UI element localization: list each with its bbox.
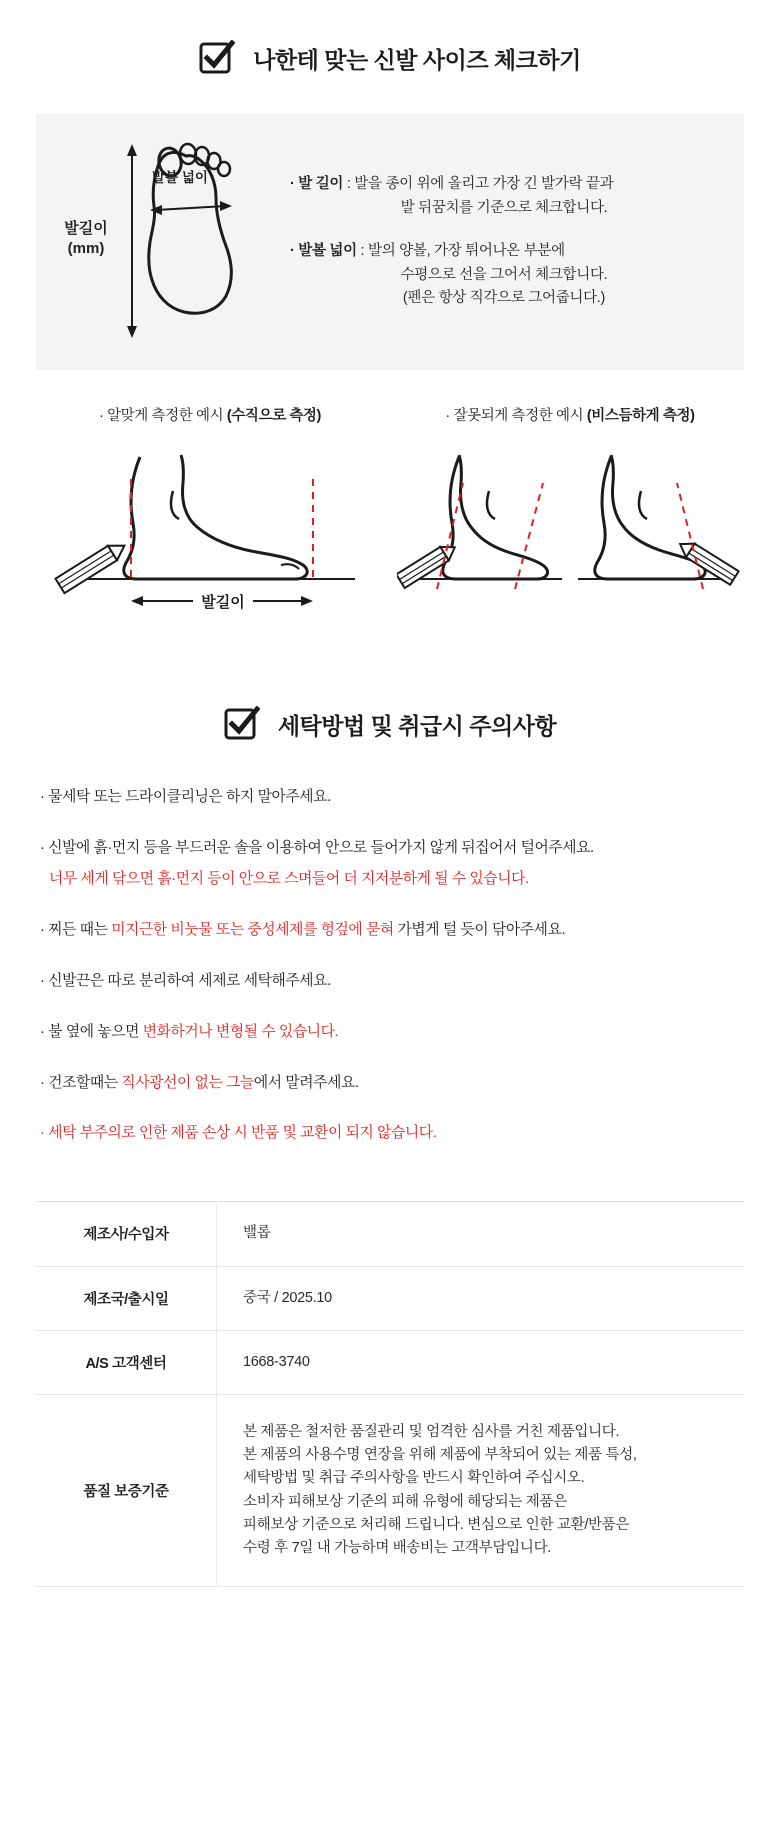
table-row-warranty <box>36 1394 744 1586</box>
size-section-heading <box>0 40 780 76</box>
table-row-value: 중국 / 2025.10 <box>243 1289 332 1306</box>
measure-bullet-length-line2: 발 뒤꿈치를 기준으로 체크합니다. <box>400 199 608 216</box>
warranty-line: 본 제품의 사용수명 연장을 위해 제품에 부착되어 있는 제품 특성, <box>243 1447 637 1464</box>
table-row-value: 1668-3740 <box>243 1353 310 1370</box>
table-row <box>36 1266 744 1330</box>
care-item-subnote: 너무 세게 닦으면 흙·먼지 등이 안으로 스며들어 더 지저분하게 될 수 있습니다. <box>49 870 529 887</box>
measure-bullet-width <box>290 240 718 310</box>
care-item-text: · 신발에 흙·먼지 등을 부드러운 솔을 이용하여 안으로 들어가지 않게 뒤집어서 털어주세요. <box>40 839 594 856</box>
example-wrong-illustration <box>390 439 750 614</box>
warranty-line: 수령 후 7일 내 가능하며 배송비는 고객부담입니다. <box>243 1539 552 1556</box>
table-row-label: A/S 고객센터 <box>36 1330 217 1394</box>
care-item-pre: · 찌든 때는 <box>40 921 112 938</box>
warranty-line: 세탁방법 및 취급 주의사항을 반드시 확인하여 주십시오. <box>243 1470 585 1487</box>
care-item-highlight: 변화하거나 변형될 수 있습니다. <box>142 1023 339 1040</box>
example-correct-caption-bold: (수직으로 측정) <box>226 408 321 424</box>
warranty-value <box>217 1394 745 1586</box>
example-wrong-caption <box>390 404 750 425</box>
care-item-highlight: 직사광선이 없는 그늘 <box>121 1074 254 1091</box>
measure-guide-panel <box>36 114 744 370</box>
example-wrong-caption-plain: · 잘못되게 측정한 예시 <box>445 408 587 424</box>
check-box-icon <box>199 40 235 76</box>
care-item-pre: · 불 옆에 놓으면 <box>40 1023 143 1040</box>
example-correct-caption <box>30 404 390 425</box>
table-row-value: 밸롭 <box>243 1225 271 1242</box>
example-correct-illustration <box>30 439 390 614</box>
example-wrong <box>390 404 750 614</box>
example-correct-caption-plain: · 알맞게 측정한 예시 <box>99 408 227 424</box>
care-item-highlight: 미지근한 비눗물 또는 중성세제를 헝겊에 묻혀 <box>111 921 394 938</box>
care-item-warning-text: · 세탁 부주의로 인한 제품 손상 시 반품 및 교환이 되지 않습니다. <box>40 1125 437 1142</box>
care-item-warning <box>40 1122 740 1145</box>
foot-diagram <box>36 114 286 370</box>
table-row-label: 제조사/수입자 <box>36 1202 217 1266</box>
example-wrong-caption-bold: (비스듬하게 측정) <box>586 408 695 424</box>
care-item-post: 에서 말려주세요. <box>253 1074 359 1091</box>
care-instruction-list <box>40 786 740 1145</box>
table-row <box>36 1330 744 1394</box>
care-item-pre: · 건조할때는 <box>40 1074 122 1091</box>
product-detail-page <box>0 40 780 1587</box>
care-item <box>40 1021 740 1044</box>
example-correct <box>30 404 390 614</box>
foot-length-label-line2: (mm) <box>67 240 105 258</box>
care-section-heading <box>0 706 780 742</box>
care-item <box>40 919 740 942</box>
measure-instructions <box>286 173 744 310</box>
measure-bullet-width-line3: (펜은 항상 직각으로 그어줍니다.) <box>402 290 606 307</box>
care-title: 세탁방법 및 취급시 주의사항 <box>277 712 557 739</box>
care-item-text: · 물세탁 또는 드라이클리닝은 하지 말아주세요. <box>40 789 331 805</box>
svg-text:발길이: 발길이 <box>201 594 245 611</box>
check-box-icon <box>224 706 260 742</box>
care-item <box>40 786 740 809</box>
foot-width-label: 발볼 넓이 <box>152 170 208 185</box>
care-item <box>40 970 740 993</box>
care-item <box>40 837 740 891</box>
measure-bullet-length-text: : 발을 종이 위에 올리고 가장 긴 발가락 끝과 <box>343 176 614 193</box>
product-info-table <box>36 1201 744 1587</box>
warranty-line: 소비자 피해보상 기준의 피해 유형에 해당되는 제품은 <box>243 1493 567 1510</box>
table-row <box>36 1202 744 1266</box>
measure-bullet-length <box>290 173 718 220</box>
page-title: 나한테 맞는 신발 사이즈 체크하기 <box>253 46 581 73</box>
warranty-line: 피해보상 기준으로 처리해 드립니다. 변심으로 인한 교환/반품은 <box>243 1516 630 1533</box>
warranty-label: 품질 보증기준 <box>36 1394 217 1586</box>
care-item <box>40 1072 740 1095</box>
measure-bullet-width-text: : 발의 양볼, 가장 튀어나온 부분에 <box>356 243 565 260</box>
measure-bullet-width-line2: 수평으로 선을 그어서 체크합니다. <box>400 266 608 283</box>
care-item-text: · 신발끈은 따로 분리하여 세제로 세탁해주세요. <box>40 972 331 989</box>
care-item-post: 가볍게 털 듯이 닦아주세요. <box>393 921 566 938</box>
warranty-line: 본 제품은 철저한 품질관리 및 엄격한 심사를 거친 제품입니다. <box>243 1423 620 1440</box>
measure-bullet-width-lead: · 발볼 넓이 <box>290 243 357 260</box>
measure-bullet-length-lead: · 발 길이 <box>290 176 344 193</box>
measure-examples <box>30 404 750 614</box>
foot-length-label-line1: 발길이 <box>64 220 108 237</box>
table-row-label: 제조국/출시일 <box>36 1266 217 1330</box>
